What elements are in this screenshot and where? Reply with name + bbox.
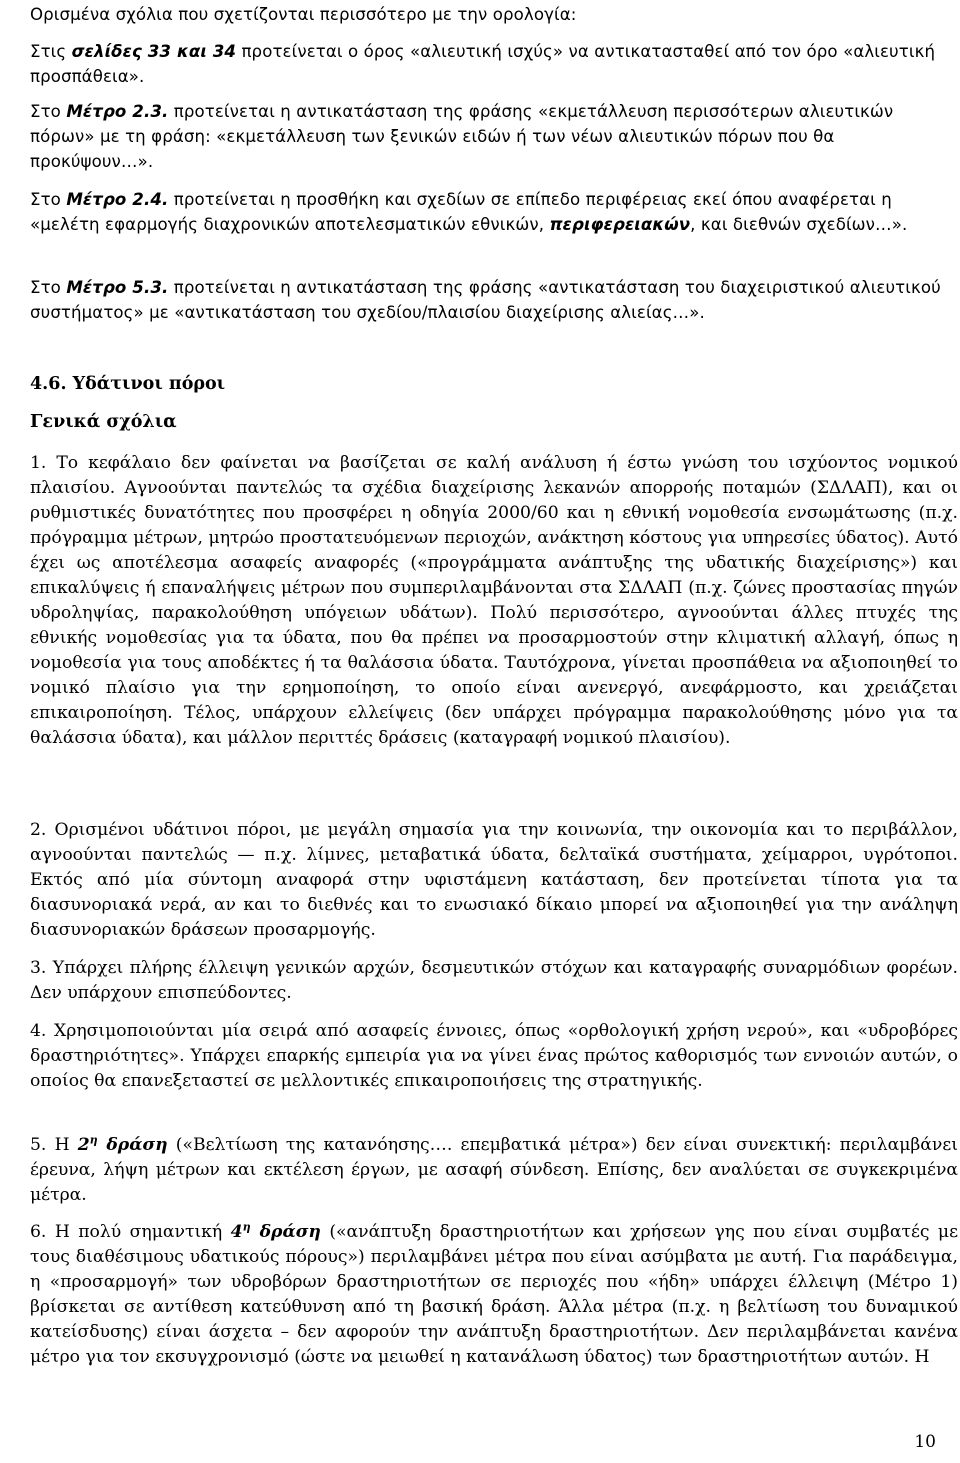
- list-item: [30, 956, 958, 1006]
- intro-paragraph-2: Στο Μέτρο 2.3. προτείνεται η αντικατάσταση της φράσης «εκμετάλλευση περισσότερων αλιευτικών πόρων» με τη φράση: «εκμετάλλευση των ξενικών ειδών ή των νέων αλιευτικών πόρων που θα προκύψουν…».: [30, 102, 894, 171]
- list-item-text: Το κεφάλαιο δεν φαίνεται να βασίζεται σε καλή ανάλυση ή έστω γνώση του ισχύοντος νομικού πλαισίου. Αγνοούνται παντελώς τα σχέδια διαχείρισης λεκανών απορροής ποταμών (ΣΔΛΑΠ), και οι ρυθμιστικές δυνατότητες που προσφέρει η οδηγία 2000/60 και η εθνική νομοθεσία ενσωμάτωσης (π.χ. πρόγραμμα μέτρων, μητρώο προστατευόμενων περιοχών, ανάκτηση κόστους για υπηρεσίες ύδατος). Αυτό έχει ως αποτέλεσμα ασαφείς αναφορές («προγράμματα ανάπτυξης της υδατικής διαχείρισης») και επικαλύψεις ή επαναλήψεις μέτρων που συμπεριλαμβάνονται στα ΣΔΛΑΠ (π.χ. ζώνες προστασίας πηγών υδροληψίας, παρακολούθηση υπόγειων υδάτων). Πολύ περισσότερο, αγνοούνται άλλες πτυχές της εθνικής νομοθεσίας για τα ύδατα, που θα πρέπει να προσαρμοστούν στην κλιματική αλλαγή, όπως η νομοθεσία για τους αποδέκτες ή τα θαλάσσια ύδατα. Ταυτόχρονα, γίνεται προσπάθεια να αξιοποιηθεί το νομικό πλαίσιο για την ερημοποίηση, το οποίο είναι ανενεργό, ανεφάρμοστο, και χρειάζεται επικαιροποίηση. Τέλος, υπάρχουν ελλείψεις (δεν υπάρχει πρόγραμμα παρακολούθησης μόνο για τα θαλάσσια ύδατα), και μάλλον περιττές δράσεις (καταγραφή νομικού πλαισίου).: [30, 453, 959, 748]
- section-subtitle: Γενικά σχόλια: [30, 412, 177, 432]
- list-item-number: 5.: [30, 1135, 47, 1155]
- list-item-number: 1.: [30, 453, 47, 473]
- section-title: 4.6. Υδάτινοι πόροι: [30, 374, 226, 394]
- list-item: 5. Η $2^\eta$ δράση («Βελτίωση της κατανόησης…. επεμβατικά μέτρα») δεν είναι συνεκτική: περιλαμβάνει έρευνα, λήψη μέτρων και εκτέλεση έργων, με ασαφή σύνδεση. Επίσης, δεν αναλύεται σε συγκεκριμένα μέτρα.: [30, 1133, 958, 1205]
- list-item: [30, 1019, 958, 1094]
- list-item-text: Υπάρχει πλήρης έλλειψη γενικών αρχών, δεσμευτικών στόχων και καταγραφής συναρμόδιων φορέων. Δεν υπάρχουν επισπεύδοντες.: [30, 958, 958, 1003]
- intro-paragraph-1: Στις σελίδες 33 και 34 προτείνεται ο όρος «αλιευτική ισχύς» να αντικατασταθεί από τον όρο «αλιευτική προσπάθεια».: [30, 42, 936, 86]
- list-item-number: 3.: [30, 958, 47, 978]
- list-item-number: 4.: [30, 1021, 47, 1041]
- list-item-text: Χρησιμοποιούνται μία σειρά από ασαφείς έννοιες, όπως «ορθολογική χρήση νερού», και «υδροβόρες δραστηριότητες». Υπάρχει επαρκής εμπειρία για να γίνει ένας πρώτος καθορισμός των εννοιών αυτών, ο οποίος θα επανεξεταστεί σε μελλοντικές επικαιροποιήσεις της στρατηγικής.: [30, 1021, 959, 1091]
- intro-paragraph-4: Στο Μέτρο 5.3. προτείνεται η αντικατάσταση της φράσης «αντικατάσταση του διαχειριστικού αλιευτικού συστήματος» με «αντικατάσταση του σχεδίου/πλαισίου διαχείρισης αλιείας…».: [30, 278, 941, 322]
- intro-paragraph-3: Στο Μέτρο 2.4. προτείνεται η προσθήκη και σχεδίων σε επίπεδο περιφέρειας εκεί όπου αναφέρεται η «μελέτη εφαρμογής διαχρονικών αποτελεσματικών εθνικών, περιφερειακών, και διεθνών σχεδίων…».: [30, 190, 908, 234]
- intro-heading: Ορισμένα σχόλια που σχετίζονται περισσότερο με την ορολογία:: [30, 5, 577, 24]
- list-item-number: 6.: [30, 1222, 47, 1242]
- list-item: 6. Η πολύ σημαντική $4^\eta$ δράση («ανάπτυξη δραστηριοτήτων και χρήσεων γης που είναι συμβατές με τους διαθέσιμους υδατικούς πόρους») περιλαμβάνει μέτρα που είναι ασύμβατα με αυτή. Για παράδειγμα, η «προσαρμογή» των υδροβόρων δραστηριοτήτων σε περιοχές που «ήδη» υπάρχει έλλειψη (Μέτρο 1) βρίσκεται σε αντίθεση κατεύθυνση από τη βασική δράση. Άλλα μέτρα (π.χ. η βελτίωση του δυναμικού κατείσδυσης) είναι άσχετα – δεν αφορούν την ανάπτυξη δραστηριοτήτων. Δεν περιλαμβάνεται κανένα μέτρο για τον εκσυγχρονισμό (ώστε να μειωθεί η κατανάλωση ύδατος) των δραστηριοτήτων αυτών. Η: [30, 1220, 958, 1367]
- list-item-text: Ορισμένοι υδάτινοι πόροι, με μεγάλη σημασία για την κοινωνία, την οικονομία και το περιβάλλον, αγνοούνται παντελώς — π.χ. λίμνες, μεταβατικά ύδατα, δελταϊκά συστήματα, χείμαρροι, υγρότοποι. Εκτός από μία σύντομη αναφορά στην υφιστάμενη κατάσταση, δεν προτείνεται τίποτα για τα διασυνοριακά νερά, αν και το διεθνές και το ενωσιακό δίκαιο μπορεί να αξιοποιηθεί για την ανάληψη διασυνοριακών δράσεων προσαρμογής.: [30, 820, 958, 940]
- page-number: 10: [914, 1432, 936, 1452]
- list-item-number: 2.: [30, 820, 47, 840]
- list-item: [30, 451, 958, 751]
- list-item: [30, 818, 958, 943]
